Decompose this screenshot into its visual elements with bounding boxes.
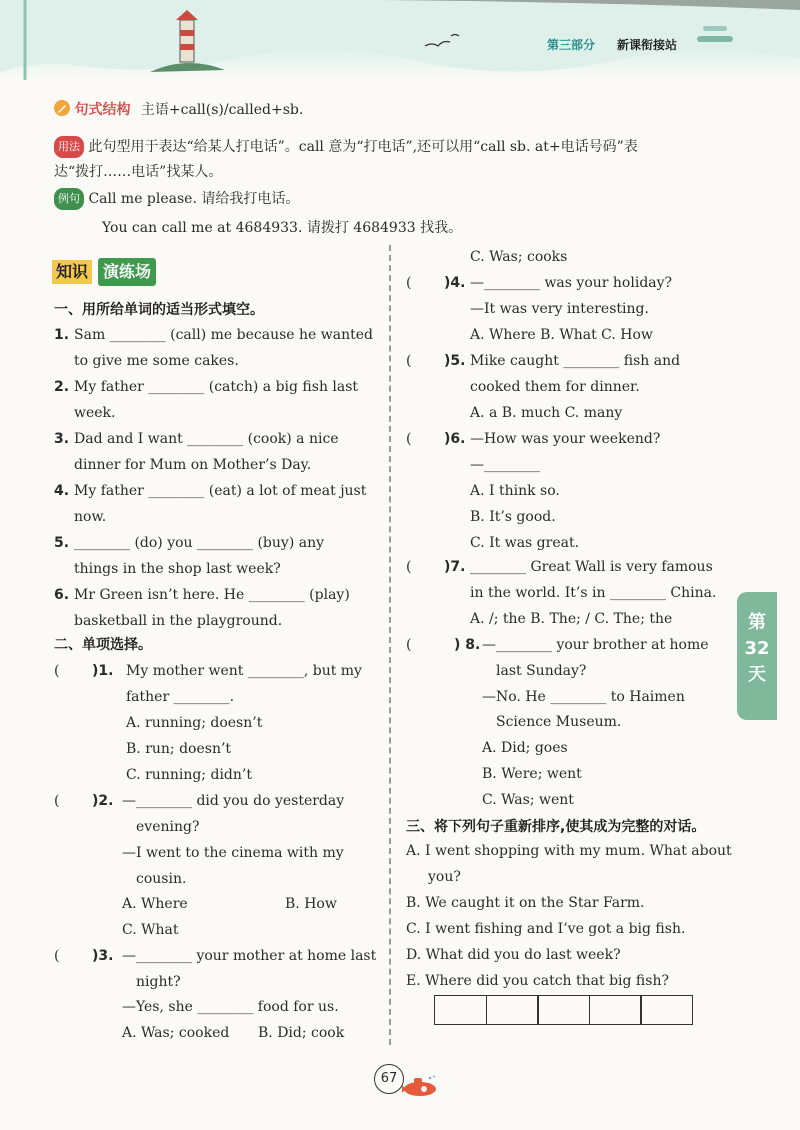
q1-stem: father ________. [126,689,235,705]
part1-line: things in the shop last week? [74,561,281,577]
q6-option-a: A. I think so. [470,483,560,499]
part1-line: My father ________ (catch) a big fish last [74,379,359,395]
structure-formula: 主语+call(s)/called+sb. [140,102,304,118]
section-subtitle: 新课衔接站 [617,38,678,52]
day-tab-line: 天 [748,664,766,685]
part3-heading: 三、将下列句子重新排序,使其成为完整的对话。 [406,819,706,835]
usage-text-1: 此句型用于表达“给某人打电话”。call 意为“打电话”,还可以用“call sb. at+电话号码”表 [88,139,638,155]
q2-option-c: C. What [122,922,179,938]
header-banner [0,0,800,80]
section-title-a: 知识 [52,260,92,284]
q3-stem: —________ your mother at home last [122,948,377,964]
section-title-b: 演练场 [98,258,156,286]
q8-stem: —No. He ________ to Haimen [482,689,685,705]
q-number: 1. [54,327,70,343]
part1-line: ________ (do) you ________ (buy) any [74,535,325,551]
q8-option-c: C. Was; went [482,792,574,808]
part1-heading: 一、用所给单词的适当形式填空。 [54,302,264,318]
dialog-sentence: B. We caught it on the Star Farm. [406,895,645,911]
q2-stem: evening? [136,819,200,835]
answer-boxes [434,995,692,1025]
q3-stem: night? [136,974,181,990]
q-number: 4. [54,483,70,499]
q2-stem: —________ did you do yesterday [122,793,345,809]
day-tab [737,592,777,720]
part1-line: week. [74,405,116,421]
submarine-icon [398,1075,440,1097]
dialog-sentence: A. I went shopping with my mum. What about [406,843,732,859]
part1-line: basketball in the playground. [74,613,283,629]
example-badge: 例句 [54,188,84,210]
answer-paren[interactable]: ( [54,793,60,809]
part1-line: Sam ________ (call) me because he wanted [74,327,373,343]
answer-box[interactable] [486,995,539,1025]
answer-paren[interactable]: ( [406,559,412,575]
answer-paren[interactable]: ( [406,637,412,653]
usage-line-1 [54,136,638,158]
answer-paren[interactable]: ( [54,948,60,964]
answer-box[interactable] [434,995,487,1025]
part-label: 第三部分 [547,38,596,52]
q-number: )7. [444,559,466,575]
q5-stem: Mike caught ________ fish and [470,353,681,369]
q1-option-a: A. running; doesn’t [126,715,263,731]
example-text-1: Call me please. 请给我打电话。 [88,191,300,207]
answer-paren[interactable]: ( [406,353,412,369]
q2-option-b: B. How [285,896,337,912]
part1-line: dinner for Mum on Mother’s Day. [74,457,312,473]
lighthouse-illustration [0,0,800,80]
day-tab-line: 第 [748,612,766,633]
q6-option-b: B. It’s good. [470,509,556,525]
answer-paren[interactable]: ( [406,275,412,291]
q5-stem: cooked them for dinner. [470,379,640,395]
q8-stem: —________ your brother at home [482,637,709,653]
q-number: )6. [444,431,466,447]
dialog-sentence: D. What did you do last week? [406,947,621,963]
answer-paren[interactable]: ( [54,663,60,679]
q-number: ) 8. [454,637,481,653]
q-number: )3. [92,948,114,964]
example-text-2: You can call me at 4684933. 请拨打 4684933 找我。 [102,220,463,236]
column-divider [389,245,391,1045]
answer-paren[interactable]: ( [406,431,412,447]
q8-stem: last Sunday? [496,663,587,679]
q-number: )1. [92,663,114,679]
q2-stem: cousin. [136,871,187,887]
answer-box[interactable] [537,995,590,1025]
q-number: 2. [54,379,70,395]
q-number: 6. [54,587,70,603]
part2-heading: 二、单项选择。 [54,637,152,653]
q8-stem: Science Museum. [496,714,622,730]
q5-options: A. a B. much C. many [470,405,623,421]
part1-line: now. [74,509,107,525]
answer-box[interactable] [640,995,693,1025]
q2-stem: —I went to the cinema with my [122,845,344,861]
q4-stem: —________ was your holiday? [470,275,673,291]
q-number: )5. [444,353,466,369]
q7-options: A. /; the B. The; / C. The; the [470,611,673,627]
q3-option-c: C. Was; cooks [470,249,568,265]
structure-label: 句式结构 [74,102,131,118]
q1-stem: My mother went ________, but my [126,663,362,679]
q7-stem: in the world. It’s in ________ China. [470,585,717,601]
q8-option-b: B. Were; went [482,766,582,782]
section-badge [52,258,170,286]
dialog-sentence: you? [428,869,461,885]
chinese-one-icon [695,22,735,54]
dialog-sentence: E. Where did you catch that big fish? [406,973,669,989]
example-line-1 [54,188,299,210]
q-number: )4. [444,275,466,291]
page-number: 67 [374,1064,404,1094]
q-number: )2. [92,793,114,809]
q6-stem: —How was your weekend? [470,431,661,447]
q-number: 5. [54,535,70,551]
q3-stem: —Yes, she ________ food for us. [122,999,339,1015]
q1-option-c: C. running; didn’t [126,767,252,783]
part1-line: to give me some cakes. [74,353,239,369]
q6-option-c: C. It was great. [470,535,580,551]
q7-stem: ________ Great Wall is very famous [470,559,713,575]
q-number: 3. [54,431,70,447]
answer-box[interactable] [589,995,642,1025]
q6-stem: —________ [470,457,540,473]
structure-line [54,100,303,120]
pencil-icon [54,100,70,116]
q4-stem: —It was very interesting. [470,301,649,317]
q1-option-b: B. run; doesn’t [126,741,232,757]
dialog-sentence: C. I went fishing and I’ve got a big fish. [406,921,686,937]
q8-option-a: A. Did; goes [482,740,568,756]
q4-options: A. Where B. What C. How [470,327,653,343]
part1-line: My father ________ (eat) a lot of meat just [74,483,367,499]
part1-line: Dad and I want ________ (cook) a nice [74,431,339,447]
usage-badge: 用法 [54,136,84,158]
day-tab-number: 32 [744,638,770,659]
usage-text-2: 达“拨打……电话”找某人。 [54,164,223,180]
q3-option-a: A. Was; cooked [122,1025,230,1041]
part1-line: Mr Green isn’t here. He ________ (play) [74,587,350,603]
q2-option-a: A. Where [122,896,188,912]
q3-option-b: B. Did; cook [258,1025,345,1041]
